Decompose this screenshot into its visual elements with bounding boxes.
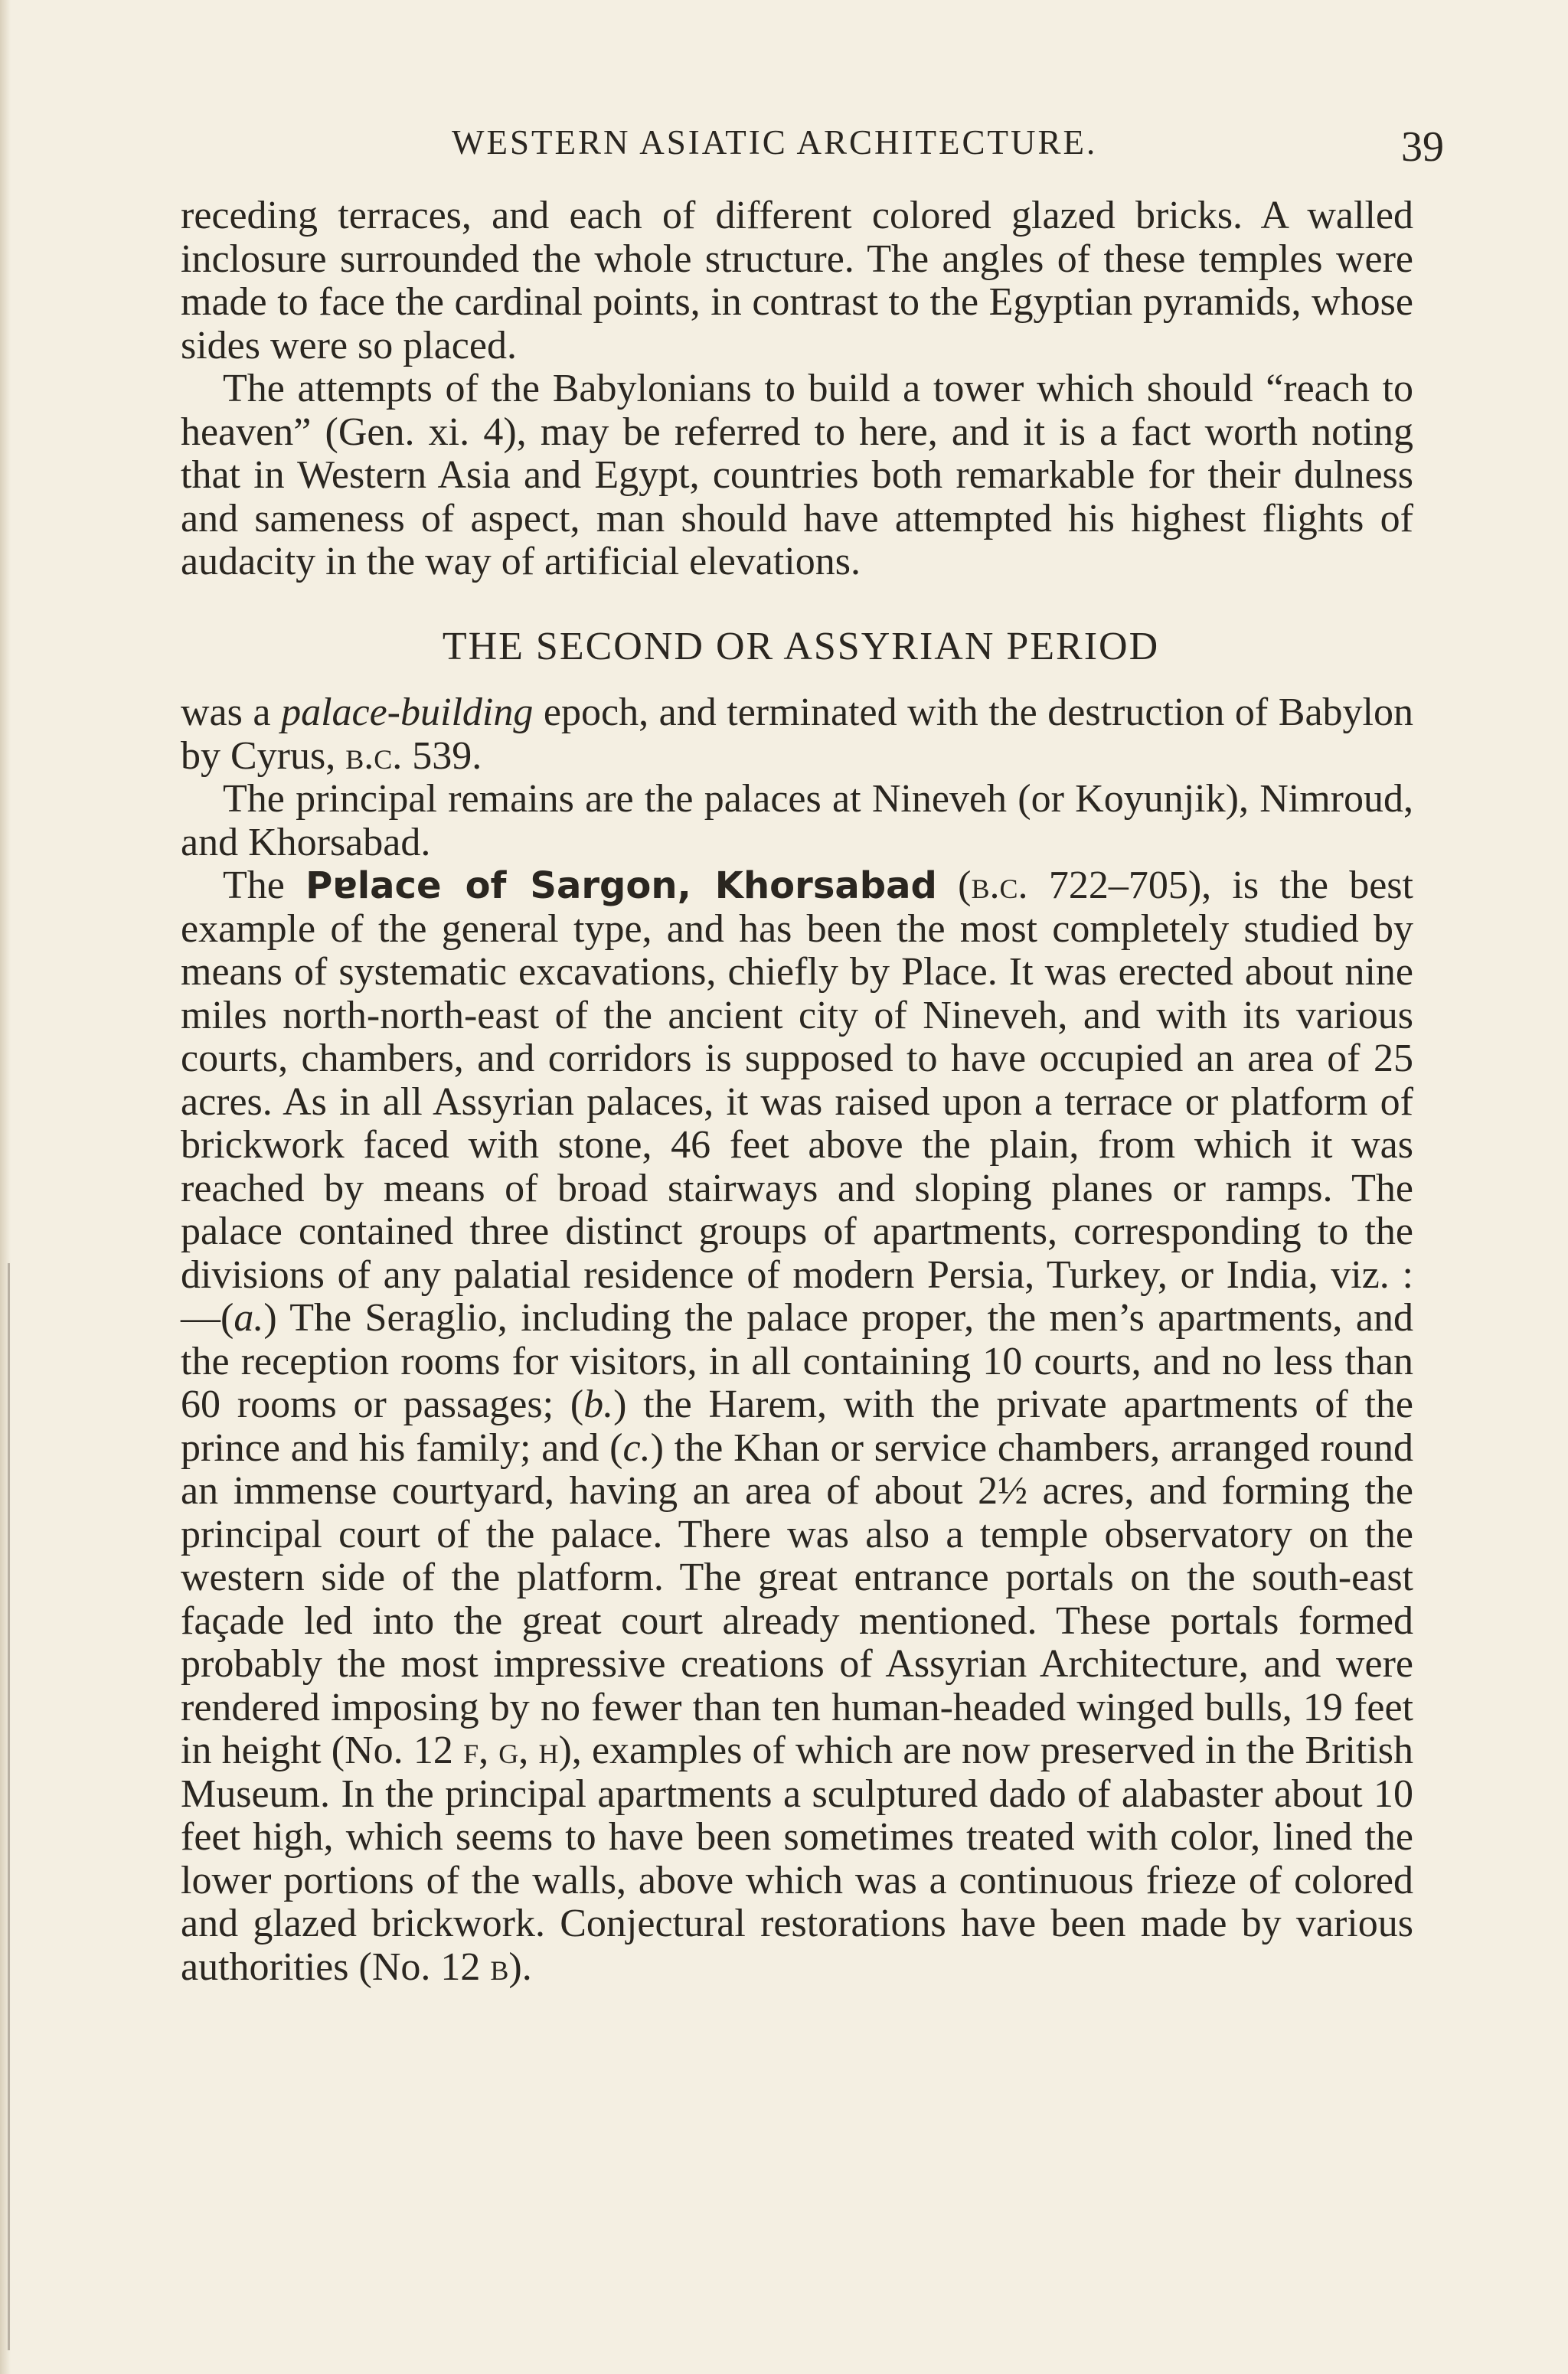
body-text bbox=[181, 194, 1413, 1989]
running-head: WESTERN ASIATIC ARCHITECTURE. bbox=[452, 123, 1098, 162]
paragraph-tower: The attempts of the Babylonians to build a tower which should “reach to heaven” (Gen. xi. 4), may be referred to here, and it is a fact worth noting that in Western Asia and Egypt, countries both remarkable for their dulness and sameness of aspect, man should have attempted his highest flights of audacity in the way of artificial elevations. bbox=[181, 367, 1413, 583]
page-number: 39 bbox=[1401, 123, 1444, 171]
paragraph-palace-epoch: was a palace-building epoch, and terminated with the destruction of Babylon by Cyrus, b.c. 539. bbox=[181, 691, 1413, 778]
bold-term: Pɐlace of Sargon, Khorsabad bbox=[305, 864, 937, 907]
italic-term: palace-building bbox=[281, 691, 534, 734]
paragraph-palace-of-sargon: The Pɐlace of Sargon, Khorsabad (b.c. 722–705), is the best example of the general type, and has been the most completely studied by means of systematic excavations, chiefly by Place. It was erected about nine miles north-north-east of the ancient city of Nineveh, and with its various courts, chambers, and corridors is supposed to have occupied an area of 25 acres. As in all Assyrian palaces, it was raised upon a terrace or platform of brickwork faced with stone, 46 feet above the plain, from which it was reached by means of broad stairways and sloping planes or ramps. The palace contained three distinct groups of apartments, corresponding to the divisions of any palatial residence of modern Persia, Turkey, or India, viz. :—(a.) The Seraglio, including the palace proper, the men’s apartments, and the reception rooms for visitors, in all containing 10 courts, and no less than 60 rooms or passages; (b.) the Harem, with the private apartments of the prince and his family; and (c.) the Khan or service chambers, arranged round an immense courtyard, having an area of about 2½ acres, and forming the principal court of the palace. There was also a temple observatory on the western side of the platform. The great entrance portals on the south-east façade led into the great court already mentioned. These portals formed probably the most impressive creations of Assyrian Architecture, and were rendered imposing by no fewer than ten human-headed winged bulls, 19 feet in height (No. 12 f, g, h), examples of which are now preserved in the British Museum. In the principal apartments a sculptured dado of alabaster about 10 feet high, which seems to have been sometimes treated with color, lined the lower portions of the walls, above which was a continuous frieze of colored and glazed brickwork. Conjectural restorations have been made by various authorities (No. 12 b). bbox=[181, 864, 1413, 1989]
paragraph-principal-remains: The principal remains are the palaces at Nineveh (or Koyunjik), Nimroud, and Khorsabad. bbox=[181, 777, 1413, 864]
section-heading: THE SECOND OR ASSYRIAN PERIOD bbox=[442, 624, 1160, 668]
binding-edge-line bbox=[8, 1263, 10, 2350]
paragraph-terraces: receding terraces, and each of different colored glazed bricks. A walled inclosure surrounded the whole structure. The angles of these temples were made to face the cardinal points, in contrast to the Egyptian pyramids, whose sides were so placed. bbox=[181, 194, 1413, 367]
